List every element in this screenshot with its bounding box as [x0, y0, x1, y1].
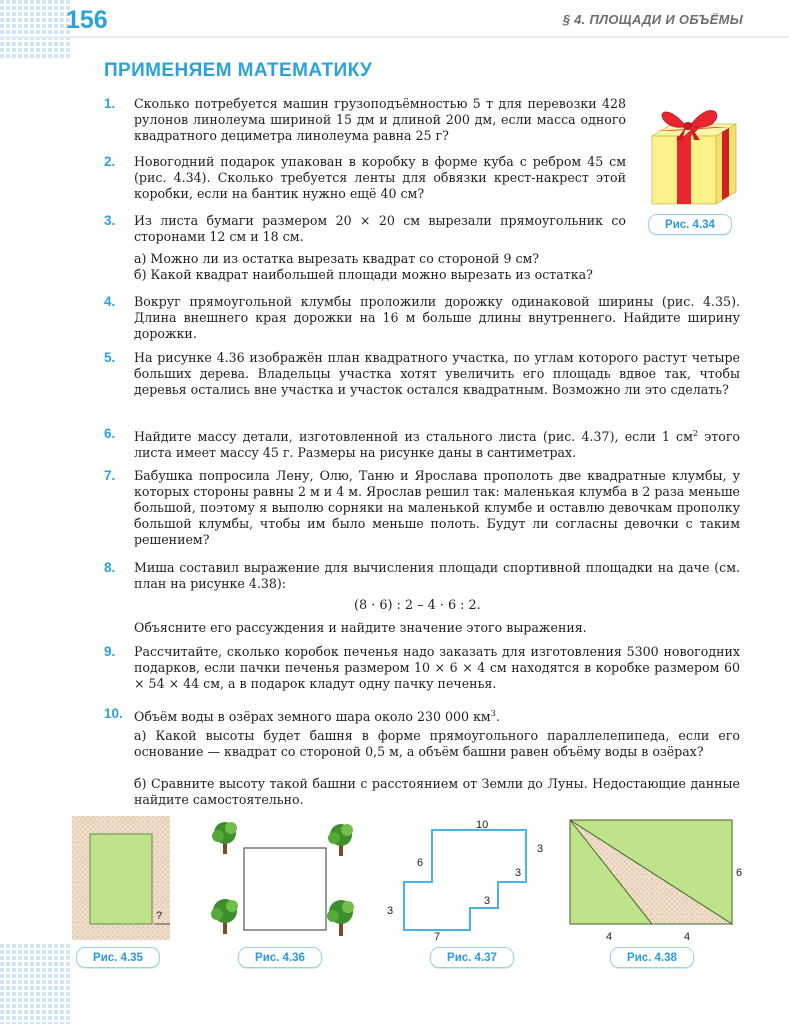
fig-437-label-left-upper: 6: [417, 857, 424, 869]
figure-4-36-plot-plan: [206, 816, 362, 940]
superscript: 3: [490, 709, 496, 718]
problem-text: Вокруг прямоугольной клумбы проложили дорожку одинаковой ширины (рис. 4.35). Длина внешнего края дорожки на 16 м больше длины внутреннего. Найдите ширину дорожки.: [134, 294, 740, 341]
problem-3-sub-a: а) Можно ли из остатка вырезать квадрат со стороной 9 см?: [134, 251, 540, 266]
fig-438-label-bottom-left: 4: [606, 931, 613, 943]
fig-437-label-left-lower: 3: [387, 905, 394, 917]
fig-438-label-bottom-right: 4: [684, 931, 691, 943]
problem-text: Объём воды в озёрах земного шара около 230 000 км: [134, 709, 491, 725]
problem-10: [104, 706, 740, 725]
figure-4-35-flowerbed: [72, 816, 170, 940]
tree-icon: [211, 899, 238, 934]
problem-2: [104, 154, 626, 202]
figure-4-37-caption: Рис. 4.37: [430, 947, 514, 968]
problem-number: 10.: [104, 706, 123, 721]
problem-number: 6.: [104, 426, 116, 441]
fig-437-label-top: 10: [476, 819, 489, 831]
problem-9: [104, 644, 740, 692]
page-number: 156: [66, 6, 108, 34]
problem-8: [104, 560, 740, 592]
figure-4-36-caption: Рис. 4.36: [238, 947, 322, 968]
fig-438-label-right: 6: [736, 867, 743, 879]
problem-1: [104, 96, 626, 144]
problem-10-sub-b: б) Сравните высоту такой башни с расстоянием от Земли до Луны. Недостающие данные найдите самостоятельно.: [134, 776, 740, 807]
figure-4-34-caption: Рис. 4.34: [648, 214, 732, 235]
problem-text: Рассчитайте, сколько коробок печенья надо заказать для изготовления 5300 новогодних подарков, если пачки печенья размером 10 × 6 × 4 см находятся в коробке размером 60 × 54 × 44 см, а в подарок кладут одну пачку печенья.: [134, 644, 740, 691]
header-dot-pattern: [0, 0, 70, 60]
problem-4: [104, 294, 740, 342]
section-title: ПРИМЕНЯЕМ МАТЕМАТИКУ: [104, 60, 373, 81]
problem-3: [104, 213, 626, 245]
tree-icon: [328, 824, 353, 856]
problem-6: [104, 426, 740, 461]
problem-5: [104, 350, 740, 398]
figure-4-38-caption: Рис. 4.38: [610, 947, 694, 968]
tree-icon: [212, 822, 237, 854]
problem-number: 2.: [104, 154, 116, 169]
problem-text: Сколько потребуется машин грузоподъёмностью 5 т для перевозки 428 рулонов линолеума шириной 15 дм и длиной 200 дм, если масса одного квадратного дециметра линолеума равна 25 г?: [134, 96, 626, 143]
problem-8-after: Объясните его рассуждения и найдите значение этого выражения.: [134, 620, 587, 635]
problem-3-sub-b: б) Какой квадрат наибольшей площади можно вырезать из остатка?: [134, 267, 593, 282]
header-rule: [0, 36, 789, 38]
fig-437-label-mid-lower: 3: [484, 895, 491, 907]
problem-text: Новогодний подарок упакован в коробку в форме куба с ребром 45 см (рис. 4.34). Сколько требуется ленты для обвязки крест-накрест этой коробки, если на бантик нужно ещё 40 см?: [134, 154, 626, 201]
tree-icon: [327, 900, 354, 936]
problem-text-cont: .: [495, 709, 500, 725]
fig-437-label-mid-upper: 3: [515, 867, 522, 879]
problem-10-sub-a: а) Какой высоты будет башня в форме прямоугольного параллелепипеда, если его основание — квадрат со стороной 0,5 м, а объём башни равен объёму воды в озёрах?: [134, 728, 740, 759]
figure-4-37-steel-part: [384, 816, 554, 942]
problem-number: 1.: [104, 96, 116, 111]
problem-8-formula: (8 · 6) : 2 – 4 · 6 : 2.: [354, 598, 481, 613]
problem-text: Из листа бумаги размером 20 × 20 см вырезали прямоугольник со сторонами 12 см и 18 см.: [134, 213, 626, 244]
figure-4-34-gift-box: [646, 100, 742, 208]
problem-text-cont: этого листа имеет массу 45 г. Размеры на рисунке даны в сантиметрах.: [134, 429, 740, 461]
running-title: § 4. ПЛОЩАДИ И ОБЪЁМЫ: [562, 12, 743, 27]
footer-dot-pattern: [0, 944, 70, 1024]
problem-text: Бабушка попросила Лену, Олю, Таню и Ярослава прополоть две квадратные клумбы, у которых стороны равны 2 м и 4 м. Ярослав решил так: маленькая клумба в 2 раза меньше большой, поэтому я выполю сорняки на маленькой клумбе и оставлю девочкам прополку большой клумбы, чтобы им было меньше полоть. Будут ли согласны девочки с таким решением?: [134, 468, 740, 547]
problem-number: 3.: [104, 213, 116, 228]
problem-number: 4.: [104, 294, 116, 309]
figure-4-35-caption: Рис. 4.35: [76, 947, 160, 968]
problem-text: На рисунке 4.36 изображён план квадратного участка, по углам которого растут четыре больших дерева. Владельцы участка хотят увеличить его площадь вдвое так, чтобы деревья остались вне участка и участок остался квадратным. Возможно ли это сделать?: [134, 350, 740, 397]
problem-number: 9.: [104, 644, 116, 659]
fig-437-label-right-top: 3: [537, 843, 544, 855]
fig-435-label: ?: [156, 910, 163, 922]
problem-text: Миша составил выражение для вычисления площади спортивной площадки на даче (см. план на рисунке 4.38):: [134, 560, 740, 591]
figure-4-38-sports-ground: [566, 818, 748, 944]
problem-number: 5.: [104, 350, 116, 365]
problem-text: Найдите массу детали, изготовленной из стального листа (рис. 4.37), если 1 см: [134, 429, 693, 445]
fig-437-label-bottom: 7: [434, 931, 441, 942]
problem-number: 7.: [104, 468, 116, 483]
problem-number: 8.: [104, 560, 116, 575]
problem-7: [104, 468, 740, 548]
superscript: 2: [692, 429, 698, 438]
